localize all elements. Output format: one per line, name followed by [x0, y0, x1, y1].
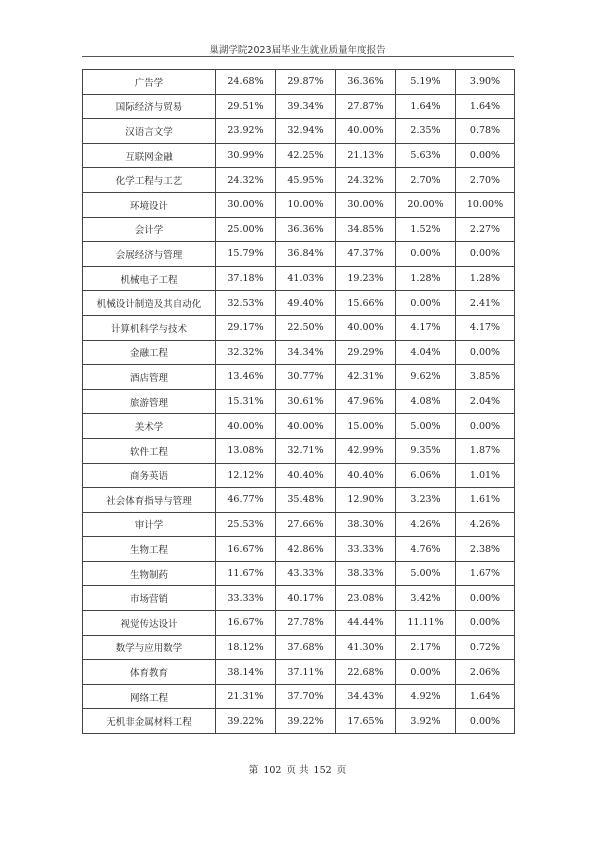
- percentage-cell: 1.28%: [396, 266, 456, 291]
- major-name-cell: 市场营销: [83, 586, 216, 611]
- table-row: [83, 488, 515, 513]
- percentage-cell: 3.90%: [456, 70, 515, 95]
- percentage-cell: 47.96%: [336, 389, 396, 414]
- major-name-cell: 机械电子工程: [83, 266, 216, 291]
- percentage-cell: 36.36%: [276, 217, 336, 242]
- percentage-cell: 21.31%: [216, 684, 276, 709]
- percentage-cell: 39.22%: [276, 709, 336, 734]
- major-name-cell: 计算机科学与技术: [83, 315, 216, 340]
- percentage-cell: 21.13%: [336, 143, 396, 168]
- percentage-cell: 20.00%: [396, 192, 456, 217]
- percentage-cell: 37.70%: [276, 684, 336, 709]
- percentage-cell: 0.00%: [456, 611, 515, 636]
- table-row: [83, 438, 515, 463]
- percentage-cell: 2.27%: [456, 217, 515, 242]
- percentage-cell: 36.84%: [276, 242, 336, 267]
- table-row: [83, 168, 515, 193]
- percentage-cell: 24.68%: [216, 70, 276, 95]
- percentage-cell: 37.11%: [276, 660, 336, 685]
- percentage-cell: 34.34%: [276, 340, 336, 365]
- table-row: [83, 217, 515, 242]
- major-name-cell: 生物工程: [83, 537, 216, 562]
- percentage-cell: 0.00%: [456, 414, 515, 439]
- major-name-cell: 商务英语: [83, 463, 216, 488]
- major-name-cell: 体育教育: [83, 660, 216, 685]
- percentage-cell: 4.08%: [396, 389, 456, 414]
- percentage-cell: 25.53%: [216, 512, 276, 537]
- percentage-cell: 37.18%: [216, 266, 276, 291]
- percentage-cell: 1.52%: [396, 217, 456, 242]
- page-footer: [0, 762, 595, 776]
- percentage-cell: 15.31%: [216, 389, 276, 414]
- table-row: [83, 143, 515, 168]
- percentage-cell: 33.33%: [216, 586, 276, 611]
- percentage-cell: 10.00%: [456, 192, 515, 217]
- percentage-cell: 35.48%: [276, 488, 336, 513]
- percentage-cell: 36.36%: [336, 70, 396, 95]
- percentage-cell: 47.37%: [336, 242, 396, 267]
- percentage-cell: 1.61%: [456, 488, 515, 513]
- percentage-cell: 2.38%: [456, 537, 515, 562]
- major-name-cell: 美术学: [83, 414, 216, 439]
- percentage-cell: 1.64%: [456, 684, 515, 709]
- table-body: [83, 70, 515, 734]
- table-row: [83, 684, 515, 709]
- percentage-cell: 24.32%: [216, 168, 276, 193]
- percentage-cell: 25.00%: [216, 217, 276, 242]
- percentage-cell: 32.71%: [276, 438, 336, 463]
- percentage-cell: 22.50%: [276, 315, 336, 340]
- percentage-cell: 15.66%: [336, 291, 396, 316]
- percentage-cell: 0.00%: [396, 291, 456, 316]
- major-name-cell: 互联网金融: [83, 143, 216, 168]
- percentage-cell: 0.00%: [396, 660, 456, 685]
- major-name-cell: 无机非金属材料工程: [83, 709, 216, 734]
- major-name-cell: 软件工程: [83, 438, 216, 463]
- header-divider: [82, 56, 514, 57]
- table-row: [83, 709, 515, 734]
- percentage-cell: 37.68%: [276, 635, 336, 660]
- percentage-cell: 9.62%: [396, 365, 456, 390]
- percentage-cell: 32.32%: [216, 340, 276, 365]
- percentage-cell: 44.44%: [336, 611, 396, 636]
- percentage-cell: 6.06%: [396, 463, 456, 488]
- percentage-cell: 24.32%: [336, 168, 396, 193]
- percentage-cell: 30.61%: [276, 389, 336, 414]
- footer-prefix: 第: [248, 765, 259, 776]
- percentage-cell: 41.03%: [276, 266, 336, 291]
- percentage-cell: 27.66%: [276, 512, 336, 537]
- major-name-cell: 会展经济与管理: [83, 242, 216, 267]
- major-name-cell: 生物制药: [83, 561, 216, 586]
- percentage-cell: 42.31%: [336, 365, 396, 390]
- percentage-cell: 2.17%: [396, 635, 456, 660]
- percentage-cell: 4.92%: [396, 684, 456, 709]
- page-header-title: 巢湖学院2023届毕业生就业质量年度报告: [209, 45, 386, 56]
- percentage-cell: 29.17%: [216, 315, 276, 340]
- table-row: [83, 660, 515, 685]
- table-row: [83, 586, 515, 611]
- percentage-cell: 40.40%: [276, 463, 336, 488]
- table-row: [83, 365, 515, 390]
- major-name-cell: 国际经济与贸易: [83, 94, 216, 119]
- percentage-cell: 4.17%: [396, 315, 456, 340]
- percentage-cell: 10.00%: [276, 192, 336, 217]
- percentage-cell: 2.41%: [456, 291, 515, 316]
- major-name-cell: 数学与应用数学: [83, 635, 216, 660]
- table-row: [83, 192, 515, 217]
- percentage-cell: 43.33%: [276, 561, 336, 586]
- percentage-cell: 46.77%: [216, 488, 276, 513]
- table-row: [83, 414, 515, 439]
- percentage-cell: 34.43%: [336, 684, 396, 709]
- percentage-cell: 4.26%: [456, 512, 515, 537]
- percentage-cell: 12.12%: [216, 463, 276, 488]
- percentage-cell: 15.00%: [336, 414, 396, 439]
- major-name-cell: 汉语言文学: [83, 119, 216, 144]
- percentage-cell: 11.67%: [216, 561, 276, 586]
- percentage-cell: 3.23%: [396, 488, 456, 513]
- percentage-cell: 2.70%: [456, 168, 515, 193]
- percentage-cell: 1.01%: [456, 463, 515, 488]
- table-row: [83, 389, 515, 414]
- percentage-cell: 40.00%: [336, 119, 396, 144]
- percentage-cell: 40.40%: [336, 463, 396, 488]
- major-name-cell: 视觉传达设计: [83, 611, 216, 636]
- percentage-cell: 1.28%: [456, 266, 515, 291]
- percentage-cell: 40.00%: [276, 414, 336, 439]
- percentage-cell: 19.23%: [336, 266, 396, 291]
- percentage-cell: 17.65%: [336, 709, 396, 734]
- percentage-cell: 13.08%: [216, 438, 276, 463]
- percentage-cell: 12.90%: [336, 488, 396, 513]
- percentage-cell: 38.33%: [336, 561, 396, 586]
- major-name-cell: 化学工程与工艺: [83, 168, 216, 193]
- percentage-cell: 0.00%: [456, 709, 515, 734]
- table-row: [83, 70, 515, 95]
- percentage-cell: 2.35%: [396, 119, 456, 144]
- percentage-cell: 39.22%: [216, 709, 276, 734]
- percentage-cell: 23.92%: [216, 119, 276, 144]
- table-row: [83, 266, 515, 291]
- percentage-cell: 3.42%: [396, 586, 456, 611]
- percentage-cell: 0.00%: [456, 340, 515, 365]
- percentage-cell: 5.19%: [396, 70, 456, 95]
- percentage-cell: 15.79%: [216, 242, 276, 267]
- percentage-cell: 27.78%: [276, 611, 336, 636]
- major-distribution-table: [82, 69, 515, 734]
- percentage-cell: 29.29%: [336, 340, 396, 365]
- table-row: [83, 537, 515, 562]
- major-name-cell: 金融工程: [83, 340, 216, 365]
- table-row: [83, 94, 515, 119]
- percentage-cell: 45.95%: [276, 168, 336, 193]
- percentage-cell: 16.67%: [216, 537, 276, 562]
- percentage-cell: 40.00%: [216, 414, 276, 439]
- percentage-cell: 13.46%: [216, 365, 276, 390]
- percentage-cell: 0.00%: [456, 143, 515, 168]
- major-name-cell: 机械设计制造及其自动化: [83, 291, 216, 316]
- percentage-cell: 39.34%: [276, 94, 336, 119]
- table-row: [83, 611, 515, 636]
- percentage-cell: 0.78%: [456, 119, 515, 144]
- major-name-cell: 广告学: [83, 70, 216, 95]
- percentage-cell: 2.04%: [456, 389, 515, 414]
- footer-middle: 页 共: [286, 765, 309, 776]
- percentage-cell: 4.26%: [396, 512, 456, 537]
- percentage-cell: 49.40%: [276, 291, 336, 316]
- table-row: [83, 561, 515, 586]
- percentage-cell: 40.00%: [336, 315, 396, 340]
- percentage-cell: 0.72%: [456, 635, 515, 660]
- percentage-cell: 40.17%: [276, 586, 336, 611]
- percentage-cell: 3.92%: [396, 709, 456, 734]
- table-row: [83, 340, 515, 365]
- percentage-cell: 30.00%: [216, 192, 276, 217]
- percentage-cell: 0.00%: [456, 586, 515, 611]
- table-row: [83, 291, 515, 316]
- percentage-cell: 30.99%: [216, 143, 276, 168]
- percentage-cell: 5.00%: [396, 561, 456, 586]
- percentage-cell: 3.85%: [456, 365, 515, 390]
- percentage-cell: 42.25%: [276, 143, 336, 168]
- percentage-cell: 0.00%: [396, 242, 456, 267]
- major-name-cell: 审计学: [83, 512, 216, 537]
- percentage-cell: 29.51%: [216, 94, 276, 119]
- percentage-cell: 29.87%: [276, 70, 336, 95]
- footer-total-pages: 152: [313, 765, 332, 776]
- major-name-cell: 网络工程: [83, 684, 216, 709]
- major-name-cell: 社会体育指导与管理: [83, 488, 216, 513]
- percentage-cell: 23.08%: [336, 586, 396, 611]
- percentage-cell: 5.63%: [396, 143, 456, 168]
- percentage-cell: 42.86%: [276, 537, 336, 562]
- percentage-cell: 11.11%: [396, 611, 456, 636]
- percentage-cell: 5.00%: [396, 414, 456, 439]
- percentage-cell: 4.76%: [396, 537, 456, 562]
- percentage-cell: 27.87%: [336, 94, 396, 119]
- table-row: [83, 512, 515, 537]
- percentage-cell: 34.85%: [336, 217, 396, 242]
- table-row: [83, 463, 515, 488]
- percentage-cell: 32.94%: [276, 119, 336, 144]
- table-row: [83, 242, 515, 267]
- percentage-cell: 1.87%: [456, 438, 515, 463]
- percentage-cell: 22.68%: [336, 660, 396, 685]
- percentage-cell: 32.53%: [216, 291, 276, 316]
- percentage-cell: 18.12%: [216, 635, 276, 660]
- table-row: [83, 119, 515, 144]
- major-name-cell: 酒店管理: [83, 365, 216, 390]
- footer-suffix: 页: [336, 765, 347, 776]
- percentage-cell: 38.14%: [216, 660, 276, 685]
- percentage-cell: 4.04%: [396, 340, 456, 365]
- major-name-cell: 会计学: [83, 217, 216, 242]
- percentage-cell: 2.70%: [396, 168, 456, 193]
- table-row: [83, 315, 515, 340]
- footer-page-number: 102: [263, 765, 282, 776]
- major-name-cell: 环境设计: [83, 192, 216, 217]
- percentage-cell: 30.77%: [276, 365, 336, 390]
- percentage-cell: 33.33%: [336, 537, 396, 562]
- major-name-cell: 旅游管理: [83, 389, 216, 414]
- percentage-cell: 30.00%: [336, 192, 396, 217]
- percentage-cell: 1.64%: [396, 94, 456, 119]
- percentage-cell: 0.00%: [456, 242, 515, 267]
- percentage-cell: 2.06%: [456, 660, 515, 685]
- percentage-cell: 9.35%: [396, 438, 456, 463]
- percentage-cell: 41.30%: [336, 635, 396, 660]
- percentage-cell: 16.67%: [216, 611, 276, 636]
- percentage-cell: 38.30%: [336, 512, 396, 537]
- percentage-cell: 1.67%: [456, 561, 515, 586]
- table-row: [83, 635, 515, 660]
- percentage-cell: 42.99%: [336, 438, 396, 463]
- percentage-cell: 1.64%: [456, 94, 515, 119]
- percentage-cell: 4.17%: [456, 315, 515, 340]
